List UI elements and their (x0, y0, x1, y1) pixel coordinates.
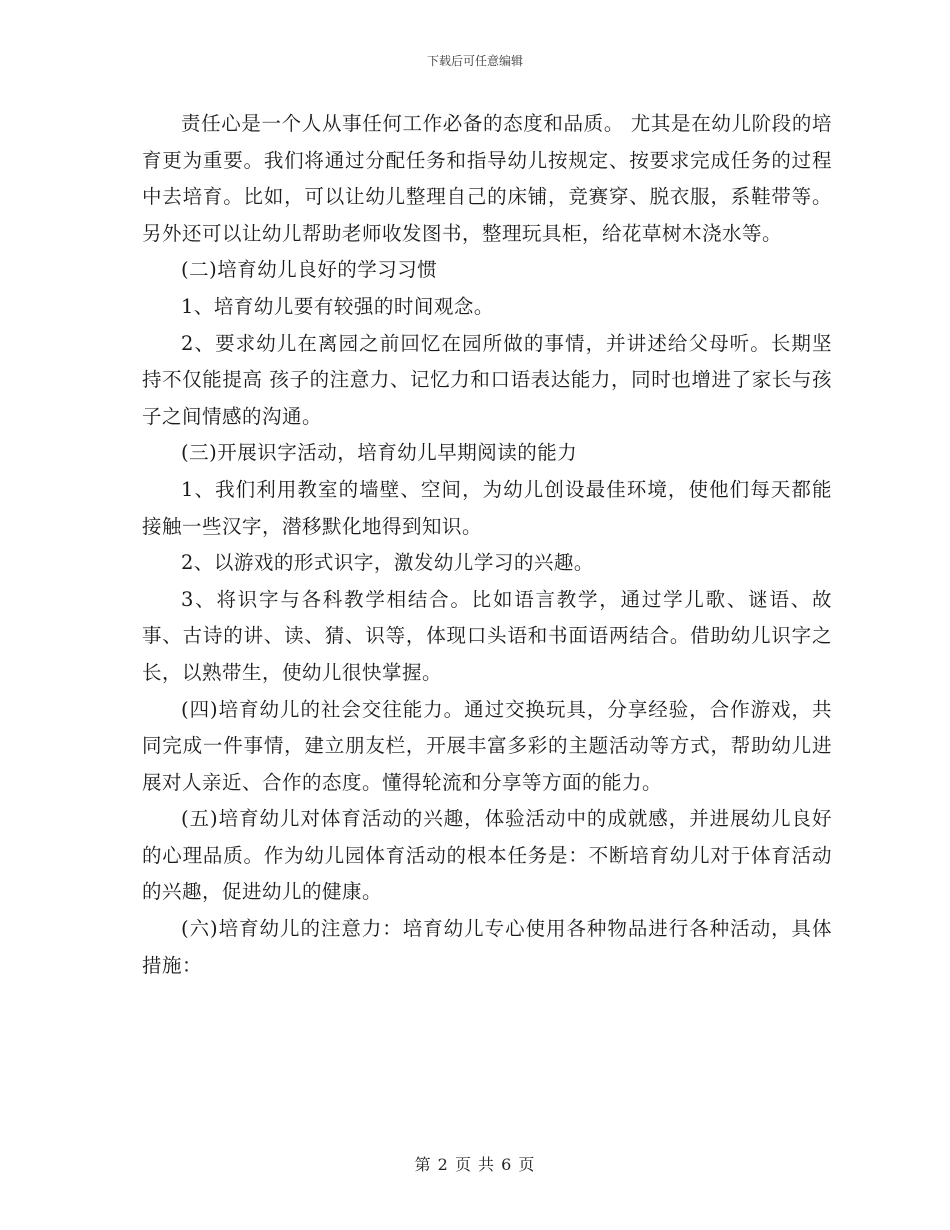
page-header: 下载后可任意编辑 (426, 54, 523, 68)
paragraph-classroom-environment: 1、我们利用教室的墙壁、空间，为幼儿创设最佳环境，使他们每天都能接触一些汉字，潜移默化地得到知识。 (142, 477, 832, 538)
paragraph-combined-teaching: 3、将识字与各科教学相结合。比如语言教学，通过学儿歌、谜语、故事、古诗的讲、读、猜、识等，体现口头语和书面语两结合。借助幼儿识字之长，以熟带生，使幼儿很快掌握。 (142, 587, 832, 684)
paragraph-game-literacy: 2、以游戏的形式识字，激发幼儿学习的兴趣。 (181, 551, 594, 575)
paragraph-sports-interest: (五)培育幼儿对体育活动的兴趣，体验活动中的成就感，并进展幼儿良好的心理品质。作为幼儿园体育活动的根本任务是：不断培育幼儿对于体育活动的兴趣，促进幼儿的健康。 (142, 807, 832, 904)
paragraph-responsibility: 责任心是一个人从事任何工作必备的态度和品质。 尤其是在幼儿阶段的培育更为重要。我们将通过分配任务和指导幼儿按规定、按要求完成任务的过程中去培育。比如，可以让幼儿整理自己的床铺，竞赛穿、脱衣服，系鞋带等。另外还可以让幼儿帮助老师收发图书，整理玩具柜，给花草树木浇水等。 (142, 112, 832, 245)
paragraph-attention: (六)培育幼儿的注意力：培育幼儿专心使用各种物品进行各种活动，具体措施： (142, 917, 832, 977)
paragraph-recall-events: 2、要求幼儿在离园之前回忆在园所做的事情，并讲述给父母听。长期坚持不仅能提高 孩子的注意力、记忆力和口语表达能力，同时也增进了家长与孩子之间情感的沟通。 (142, 331, 832, 428)
page-footer: 第 2 页 共 6 页 (414, 1155, 536, 1174)
paragraph-social-skills: (四)培育幼儿的社会交往能力。通过交换玩具，分享经验，合作游戏，共同完成一件事情，建立朋友栏，开展丰富多彩的主题活动等方式，帮助幼儿进展对人亲近、合作的态度。懂得轮流和分享等方面的能力。 (142, 697, 832, 794)
paragraph-heading-study-habits: (二)培育幼儿良好的学习习惯 (181, 258, 438, 282)
document-body (142, 106, 832, 984)
paragraph-time-concept: 1、培育幼儿要有较强的时间观念。 (181, 294, 494, 318)
paragraph-heading-literacy: (三)开展识字活动，培育幼儿早期阅读的能力 (181, 441, 578, 465)
